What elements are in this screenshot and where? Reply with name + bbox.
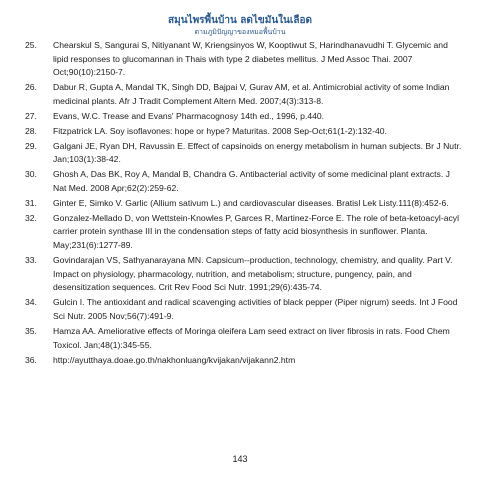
reference-number: 28. — [25, 125, 37, 136]
reference-text: Ghosh A, Das BK, Roy A, Mandal B, Chandra G. Antibacterial activity of some medicinal plant extracts. J Nat Med. 2008 Apr;62(2):259-62. — [53, 169, 450, 193]
reference-number: 33. — [25, 255, 37, 266]
reference-text: http://ayutthaya.doae.go.th/nakhonluang/kvijakan/vijakann2.htm — [53, 354, 296, 365]
reference-item — [25, 168, 465, 195]
reference-text: Fitzpatrick LA. Soy isoflavones: hope or hype? Maturitas. 2008 Sep-Oct;61(1-2):132-40. — [53, 125, 387, 136]
reference-text: Gonzalez-Mellado D, von Wettstein-Knowles P, Garces R, Martinez-Force E. The role of beta-ketoacyl-acyl carrier protein synthase III in the condensation steps of fatty acid biosynthesis in sunflower. Planta. May;231(6):1277-89. — [53, 212, 459, 251]
reference-item — [25, 125, 465, 139]
reference-list — [25, 39, 465, 368]
reference-text: Govindarajan VS, Sathyanarayana MN. Capsicum--production, technology, chemistry, and quality. Part V. Impact on physiology, pharmacology, nutrition, and metabolism; structure, pungency, pain, and desensitization sequences. Crit Rev Food Sci Nutr. 1991;29(6):435-74. — [53, 255, 453, 293]
reference-number: 35. — [25, 325, 37, 336]
reference-number: 26. — [25, 82, 37, 93]
reference-item — [25, 212, 465, 253]
reference-text: Gulcin I. The antioxidant and radical scavenging activities of black pepper (Piper nigrum) seeds. Int J Food Sci Nutr. 2005 Nov;56(7):491-9. — [53, 297, 458, 322]
reference-number: 32. — [25, 212, 37, 223]
reference-number: 30. — [25, 169, 37, 180]
header-title: สมุนไพรพื้นบ้าน ลดไขมันในเลือด — [168, 15, 312, 26]
reference-item — [25, 325, 465, 352]
reference-number: 36. — [25, 354, 37, 365]
reference-item — [25, 296, 465, 323]
reference-text: Chearskul S, Sangurai S, Nitiyanant W, Kriengsinyos W, Kooptiwut S, Harindhanavudhi T. Glycemic and lipid responses to glucomannan in Thais with type 2 diabetes mellitus. J Med Assoc Thai. 2007 Oct;90(10):2150-7. — [53, 40, 448, 78]
reference-item — [25, 197, 465, 211]
reference-text: Evans, W.C. Trease and Evans' Pharmacognosy 14th ed., 1996, p.440. — [53, 110, 325, 121]
reference-item — [25, 354, 465, 368]
reference-number: 25. — [25, 40, 37, 50]
reference-item — [25, 140, 465, 167]
reference-item — [25, 81, 465, 108]
reference-number: 27. — [25, 110, 37, 121]
reference-text: Ginter E, Simko V. Garlic (Allium sativum L.) and cardiovascular diseases. Bratisl Lek Listy.111(8):452-6. — [53, 197, 449, 208]
reference-text: Hamza AA. Ameliorative effects of Moringa oleifera Lam seed extract on liver fibrosis in rats. Food Chem Toxicol. Jan;48(1):345-55. — [53, 325, 450, 350]
reference-number: 31. — [25, 197, 37, 208]
reference-number: 29. — [25, 140, 37, 151]
running-header — [0, 15, 480, 37]
reference-item — [25, 110, 465, 124]
reference-item — [25, 254, 465, 295]
header-subtitle: ตามภูมิปัญญาของหมอพื้นบ้าน — [194, 28, 286, 36]
page-number: 143 — [232, 454, 248, 464]
reference-item — [25, 39, 465, 80]
reference-number: 34. — [25, 297, 37, 308]
reference-text: Dabur R, Gupta A, Mandal TK, Singh DD, Bajpai V, Gurav AM, et al. Antimicrobial activity of some Indian medicinal plants. Afr J Tradit Complement Altern Med. 2007;4(3):313-8. — [53, 82, 450, 106]
reference-text: Galgani JE, Ryan DH, Ravussin E. Effect of capsinoids on energy metabolism in human subjects. Br J Nutr. Jan;103(1):38-42. — [53, 140, 462, 165]
